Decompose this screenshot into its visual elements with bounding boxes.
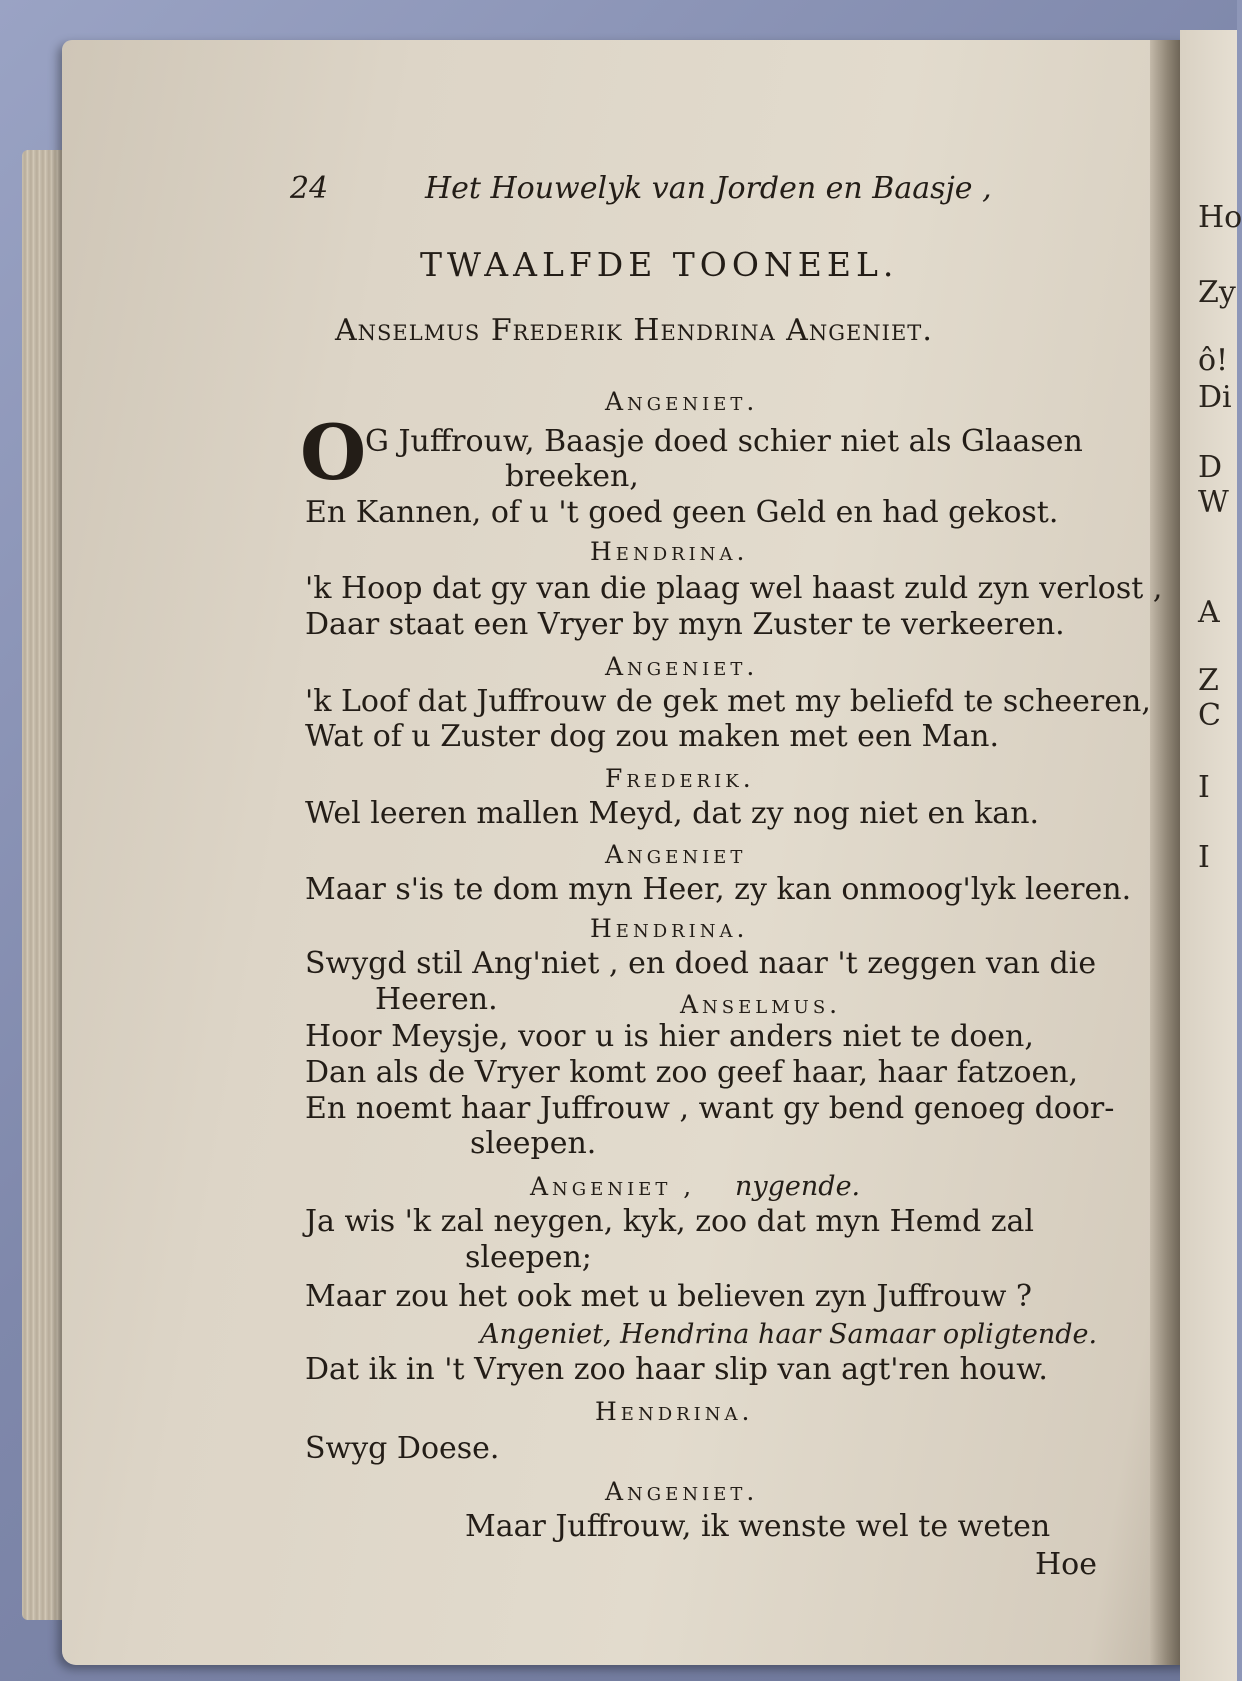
verse-line: sleepen; — [465, 1240, 592, 1275]
verse-line: En noemt haar Juffrouw , want gy bend genoeg door- — [305, 1091, 1115, 1126]
verse-line: Maar s'is te dom myn Heer, zy kan onmoog'lyk leeren. — [305, 872, 1132, 907]
verse-line: Swyg Doese. — [305, 1431, 500, 1466]
verse-line: Swygd stil Ang'niet , en doed naar 't zeggen van die — [305, 946, 1097, 981]
verse-line: Hoor Meysje, voor u is hier anders niet te doen, — [305, 1019, 1034, 1054]
verse-line: Daar staat een Vryer by myn Zuster te verkeeren. — [305, 607, 1065, 642]
verse-line: Ja wis 'k zal neygen, kyk, zoo dat myn Hemd zal — [305, 1204, 1034, 1239]
speaker-label: Angeniet , — [530, 1172, 696, 1201]
facing-page-fragment: ô! — [1198, 343, 1229, 378]
drop-cap: O — [300, 408, 367, 497]
speaker-label: Hendrina. — [590, 914, 749, 943]
verse-line: G Juffrouw, Baasje doed schier niet als Glaasen — [365, 424, 1083, 459]
verse-line: breeken, — [505, 459, 639, 494]
facing-page-fragment: C — [1198, 698, 1221, 733]
verse-line: Maar zou het ook met u believen zyn Juffrouw ? — [305, 1279, 1033, 1314]
facing-page-fragment: Zy — [1198, 275, 1236, 310]
verse-line: En Kannen, of u 't goed geen Geld en had gekost. — [305, 495, 1059, 530]
verse-line: Wel leeren mallen Meyd, dat zy nog niet en kan. — [305, 796, 1040, 831]
speaker-label: Angeniet. — [605, 1477, 759, 1506]
scene-title: TWAALFDE TOONEEL. — [420, 245, 899, 284]
facing-page-fragment: I — [1198, 770, 1210, 805]
verse-line: Wat of u Zuster dog zou maken met een Man. — [305, 719, 999, 754]
cast-list: Anselmus Frederik Hendrina Angeniet. — [335, 313, 933, 348]
verse-line: 'k Loof dat Juffrouw de gek met my beliefd te scheeren, — [305, 684, 1151, 719]
facing-page-fragment: A — [1198, 595, 1220, 630]
verse-line: Dat ik in 't Vryen zoo haar slip van agt'ren houw. — [305, 1352, 1048, 1387]
speaker-label: Frederik. — [605, 764, 755, 793]
verse-line: Heeren. — [375, 982, 498, 1017]
speaker-label: Anselmus. — [680, 990, 842, 1019]
book-gutter — [1150, 40, 1180, 1665]
verse-line: sleepen. — [470, 1126, 597, 1161]
facing-page-fragment: D — [1198, 450, 1223, 485]
facing-page-fragment: Z — [1198, 663, 1219, 698]
stage-direction: nygende. — [735, 1171, 861, 1202]
verse-line: Dan als de Vryer komt zoo geef haar, haar fatzoen, — [305, 1055, 1079, 1090]
facing-page-fragment: Ho — [1198, 200, 1242, 235]
speaker-label: Angeniet. — [605, 652, 759, 681]
speaker-label: Hendrina. — [595, 1397, 754, 1426]
page-number: 24 — [290, 171, 329, 206]
running-title: Het Houwelyk van Jorden en Baasje , — [425, 171, 992, 206]
speaker-label: Hendrina. — [590, 537, 749, 566]
facing-page-fragment: W — [1198, 485, 1229, 520]
facing-page-fragment: Di — [1198, 380, 1232, 415]
verse-line: 'k Hoop dat gy van die plaag wel haast zuld zyn verlost , — [305, 571, 1163, 606]
facing-page — [1180, 30, 1242, 1681]
catchword: Hoe — [1035, 1547, 1097, 1582]
speaker-label: Angeniet — [605, 840, 747, 869]
speaker-label: Angeniet. — [605, 387, 759, 416]
verse-line: Maar Juffrouw, ik wenste wel te weten — [465, 1509, 1051, 1544]
facing-page-fragment: I — [1198, 840, 1210, 875]
stage-direction: Angeniet, Hendrina haar Samaar opligtende. — [480, 1319, 1098, 1350]
